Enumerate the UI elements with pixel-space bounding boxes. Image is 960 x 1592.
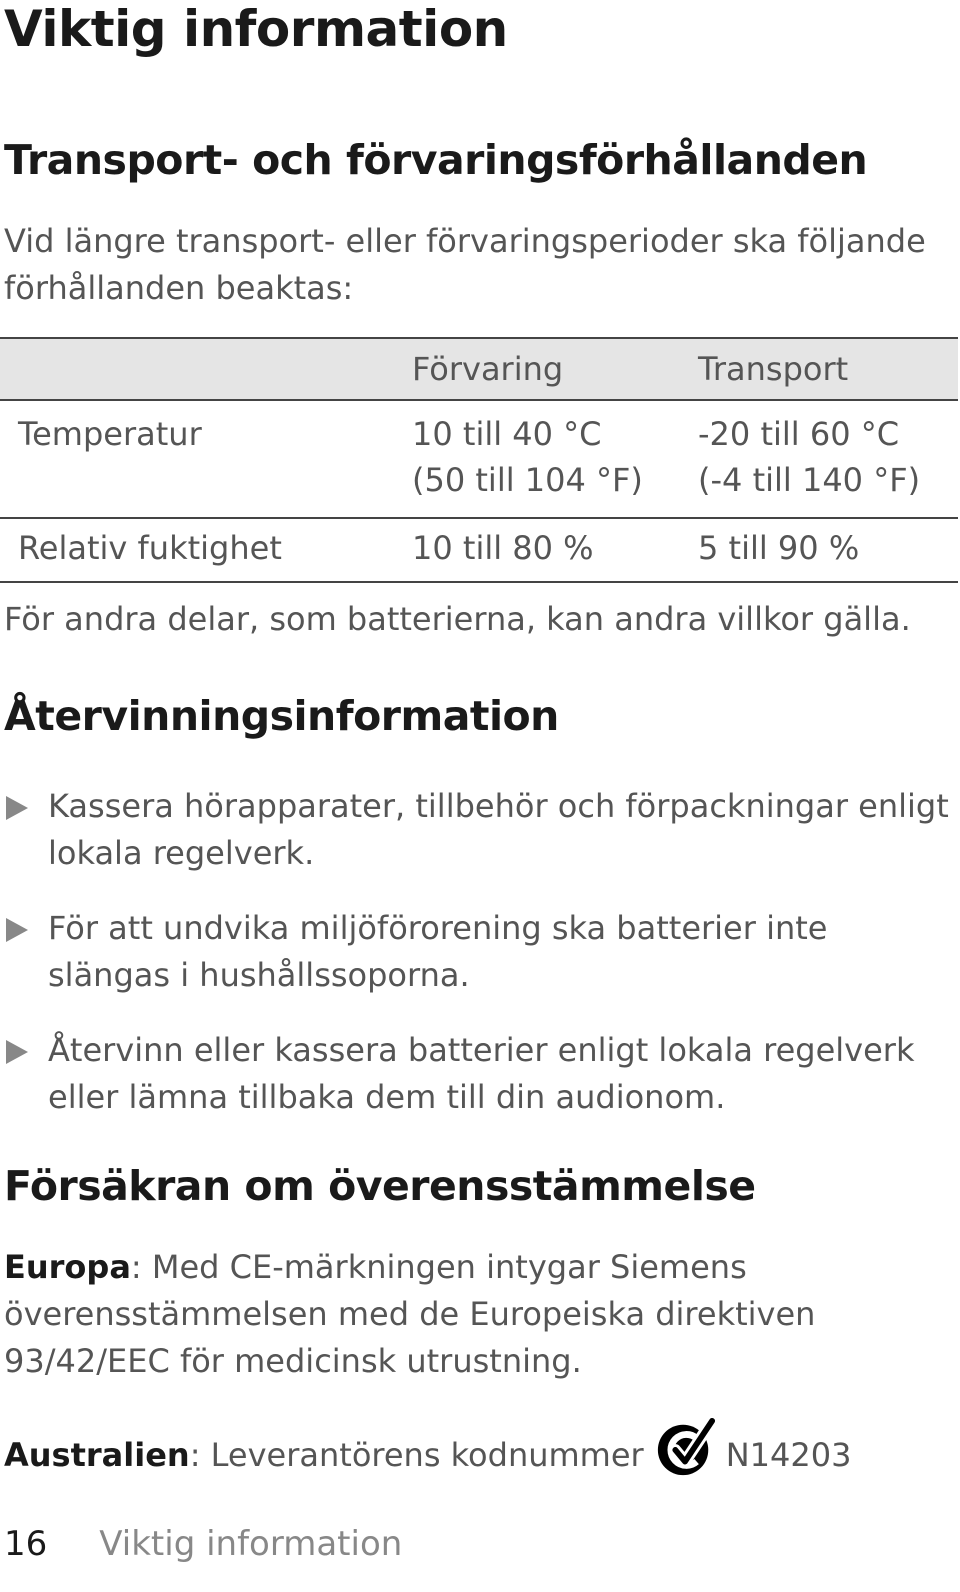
cell-line: (50 till 104 °F)	[412, 461, 643, 499]
list-item	[0, 1027, 950, 1121]
cell-line: (-4 till 140 °F)	[698, 461, 921, 499]
australia-text: : Leverantörens kodnummer	[189, 1436, 644, 1474]
table-cell-storage	[412, 400, 698, 518]
table-header-storage: Förvaring	[412, 338, 698, 400]
cell-line: 10 till 40 °C	[412, 415, 602, 453]
cell-line: -20 till 60 °C	[698, 415, 900, 453]
australia-code: N14203	[725, 1436, 852, 1474]
cell-line: 10 till 80 %	[412, 529, 594, 567]
australia-label: Australien	[4, 1436, 190, 1474]
transport-heading: Transport- och förvaringsförhållanden	[4, 136, 868, 184]
europe-paragraph	[4, 1244, 954, 1385]
table-cell-label: Temperatur	[0, 400, 412, 518]
page-title: Viktig information	[4, 0, 508, 58]
list-item	[0, 905, 950, 999]
cell-line: 5 till 90 %	[698, 529, 860, 567]
transport-note: För andra delar, som batterierna, kan andra villkor gälla.	[4, 600, 911, 638]
table-header-row	[0, 338, 958, 400]
page-number: 16	[4, 1524, 48, 1564]
c-tick-icon	[654, 1417, 716, 1479]
recycling-list	[0, 783, 950, 1149]
list-item-text: För att undvika miljöförorening ska batterier inte slängas i hushållssoporna.	[48, 909, 828, 994]
table-header-empty	[0, 338, 412, 400]
recycling-heading: Återvinningsinformation	[4, 692, 559, 740]
triangle-bullet-icon	[6, 796, 28, 820]
europe-text: : Med CE-märkningen intygar Siemens överensstämmelsen med de Europeiska direktiven 93/42/EEC för medicinsk utrustning.	[4, 1248, 816, 1380]
table-cell-storage	[412, 518, 698, 582]
list-item-text: Återvinn eller kassera batterier enligt lokala regelverk eller lämna tillbaka dem till din audionom.	[48, 1031, 915, 1116]
transport-intro: Vid längre transport- eller förvaringsperioder ska följande förhållanden beaktas:	[4, 222, 926, 307]
conditions-table	[0, 337, 958, 583]
table-row	[0, 400, 958, 518]
triangle-bullet-icon	[6, 918, 28, 942]
page-footer	[4, 1524, 402, 1564]
table-row	[0, 518, 958, 582]
table-cell-transport	[698, 400, 958, 518]
conformity-heading: Försäkran om överensstämmelse	[4, 1162, 756, 1210]
triangle-bullet-icon	[6, 1040, 28, 1064]
table-cell-transport	[698, 518, 958, 582]
footer-section: Viktig information	[99, 1524, 403, 1564]
table-header-transport: Transport	[698, 338, 958, 400]
list-item	[0, 783, 950, 877]
list-item-text: Kassera hörapparater, tillbehör och förpackningar enligt lokala regelverk.	[48, 787, 949, 872]
table-cell-label: Relativ fuktighet	[0, 518, 412, 582]
europe-label: Europa	[4, 1248, 131, 1286]
australia-line	[4, 1410, 851, 1500]
